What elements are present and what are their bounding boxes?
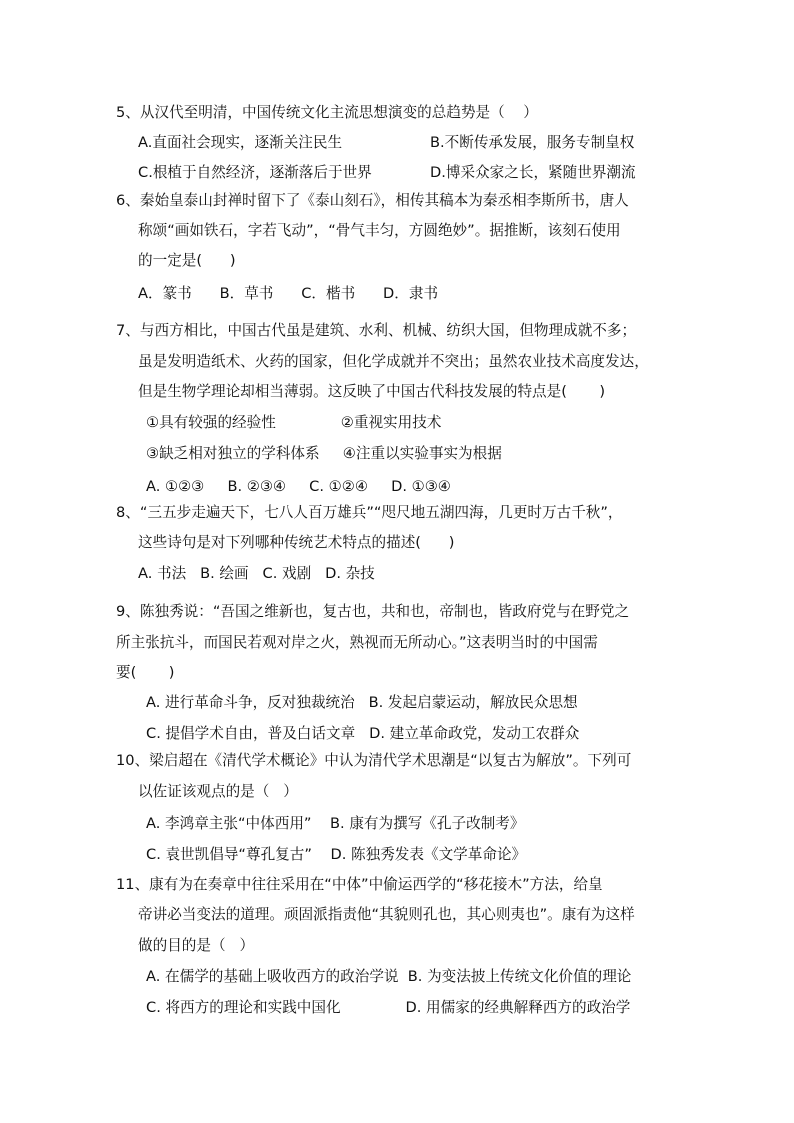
question-stem-line: 要( ) <box>116 664 175 681</box>
options-line: C. 袁世凯倡导“尊孔复古” D. 陈独秀发表《文学革命论》 <box>146 846 527 863</box>
question-stem-line: 但是生物学理论却相当薄弱。这反映了中国古代科技发展的特点是( ) <box>138 383 606 400</box>
options-line: A. 书法 B. 绘画 C. 戏剧 D. 杂技 <box>138 565 375 582</box>
question-stem-line: 这些诗句是对下列哪种传统艺术特点的描述( ) <box>138 534 455 551</box>
question-stem-line: 虽是发明造纸术、火药的国家，但化学成就并不突出；虽然农业技术高度发达， <box>138 353 649 370</box>
options-line: A．篆书 B．草书 C．楷书 D．隶书 <box>138 285 439 302</box>
question-stem-line: 的一定是( ) <box>138 252 236 269</box>
option-c: C.根植于自然经济，逐渐落后于世界 <box>138 164 372 181</box>
question-stem-line: 帝讲必当变法的道理。顽固派指责他“其貌则孔也，其心则夷也”。康有为这样 <box>138 906 635 923</box>
question-stem-line: 5、从汉代至明清，中国传统文化主流思想演变的总趋势是（ ） <box>116 104 538 121</box>
question-stem-line: 10、梁启超在《清代学术概论》中认为清代学术思潮是“以复古为解放”。下列可 <box>116 752 632 769</box>
options-line: C. 提倡学术自由，普及白话文章 D. 建立革命政党，发动工农群众 <box>146 725 580 742</box>
question-stem-line: 做的目的是（ ） <box>138 937 255 954</box>
options-line: A. 在儒学的基础上吸收西方的政治学说 B. 为变法披上传统文化价值的理论 <box>146 968 632 985</box>
options-line: C. 将西方的理论和实践中国化 D. 用儒家的经典解释西方的政治学 <box>146 999 631 1016</box>
options-line: A. ①②③ B. ②③④ C. ①②④ D. ①③④ <box>146 478 451 495</box>
question-stem-line: 11、康有为在奏章中往往采用在“中体”中偷运西学的“移花接木”方法，给皇 <box>116 876 603 893</box>
question-stem-line: 称颂“画如铁石，字若飞动”，“骨气丰匀，方圆绝妙”。据推断，该刻石使用 <box>138 222 621 239</box>
option-d: D.博采众家之长，紧随世界潮流 <box>430 164 636 181</box>
question-stem-line: 8、“三五步走遍天下，七八人百万雄兵”“咫尺地五湖四海，几更时万古千秋”， <box>116 504 623 521</box>
option-b: B.不断传承发展，服务专制皇权 <box>430 134 635 151</box>
statement-item: ③缺乏相对独立的学科体系 ④注重以实验事实为根据 <box>146 445 502 462</box>
question-stem-line: 所主张抗斗，而国民若观对岸之火，熟视而无所动心。”这表明当时的中国需 <box>116 634 598 651</box>
options-line: A. 李鸿章主张“中体西用” B. 康有为撰写《孔子改制考》 <box>146 815 525 832</box>
option-a: A.直面社会现实，逐渐关注民生 <box>138 134 343 151</box>
options-line: A. 进行革命斗争，反对独裁统治 B. 发起启蒙运动，解放民众思想 <box>146 694 578 711</box>
question-stem-line: 以佐证该观点的是（ ） <box>138 783 298 800</box>
statement-item: ①具有较强的经验性 ②重视实用技术 <box>146 414 442 431</box>
question-stem-line: 9、陈独秀说：“吾国之维新也，复古也，共和也，帝制也，皆政府党与在野党之 <box>116 603 630 620</box>
question-stem-line: 7、与西方相比，中国古代虽是建筑、水利、机械、纺织大国，但物理成就不多； <box>116 322 637 339</box>
question-stem-line: 6、秦始皇泰山封禅时留下了《泰山刻石》，相传其稿本为秦丞相李斯所书，唐人 <box>116 192 629 209</box>
